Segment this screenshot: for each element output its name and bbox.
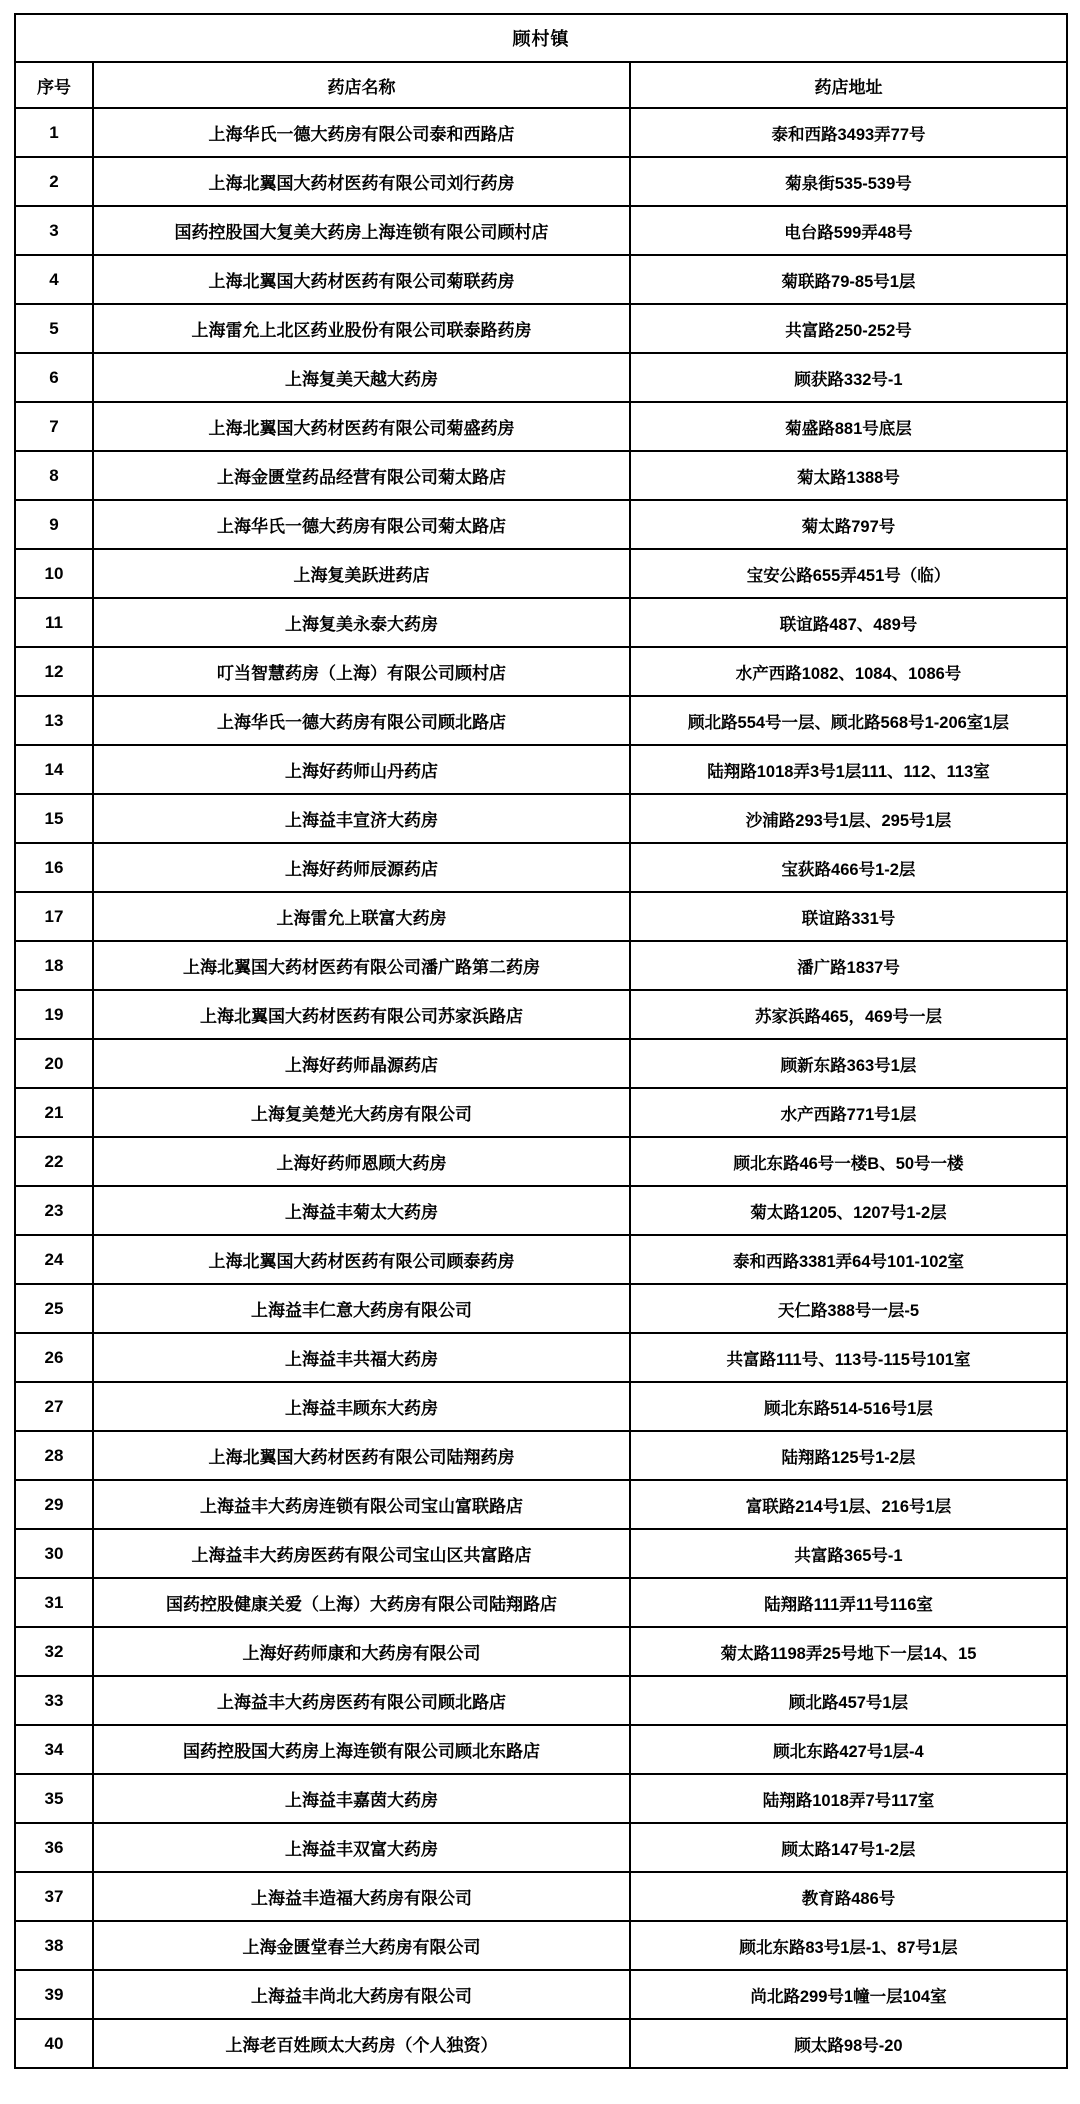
row-index-cell: 7: [15, 402, 93, 451]
row-index-cell: 34: [15, 1725, 93, 1774]
table-row: [15, 1235, 1067, 1284]
table-row: [15, 1872, 1067, 1921]
pharmacy-address-cell: 菊盛路881号底层: [630, 402, 1067, 451]
pharmacy-name-cell: 上海复美楚光大药房有限公司: [93, 1088, 630, 1137]
pharmacy-address-cell: 菊太路1198弄25号地下一层14、15: [630, 1627, 1067, 1676]
pharmacy-address-cell: 宝荻路466号1-2层: [630, 843, 1067, 892]
pharmacy-name-cell: 上海北翼国大药材医药有限公司潘广路第二药房: [93, 941, 630, 990]
pharmacy-name-cell: 上海好药师康和大药房有限公司: [93, 1627, 630, 1676]
row-index-cell: 29: [15, 1480, 93, 1529]
table-row: [15, 304, 1067, 353]
table-row: [15, 843, 1067, 892]
pharmacy-name-cell: 上海金匮堂春兰大药房有限公司: [93, 1921, 630, 1970]
row-index-cell: 26: [15, 1333, 93, 1382]
pharmacy-address-cell: 水产西路771号1层: [630, 1088, 1067, 1137]
row-index-cell: 8: [15, 451, 93, 500]
table-row: [15, 1823, 1067, 1872]
row-index-cell: 36: [15, 1823, 93, 1872]
pharmacy-address-cell: 共富路250-252号: [630, 304, 1067, 353]
table-row: [15, 1137, 1067, 1186]
pharmacy-name-cell: 上海益丰共福大药房: [93, 1333, 630, 1382]
row-index-cell: 11: [15, 598, 93, 647]
pharmacy-address-cell: 共富路111号、113号-115号101室: [630, 1333, 1067, 1382]
pharmacy-address-cell: 顾北东路83号1层-1、87号1层: [630, 1921, 1067, 1970]
pharmacy-address-cell: 顾北东路514-516号1层: [630, 1382, 1067, 1431]
table-row: [15, 402, 1067, 451]
pharmacy-name-cell: 上海益丰尚北大药房有限公司: [93, 1970, 630, 2019]
pharmacy-address-cell: 陆翔路111弄11号116室: [630, 1578, 1067, 1627]
pharmacy-address-cell: 菊太路1205、1207号1-2层: [630, 1186, 1067, 1235]
pharmacy-address-cell: 沙浦路293号1层、295号1层: [630, 794, 1067, 843]
pharmacy-address-cell: 陆翔路1018弄7号117室: [630, 1774, 1067, 1823]
pharmacy-name-cell: 上海金匮堂药品经营有限公司菊太路店: [93, 451, 630, 500]
row-index-cell: 10: [15, 549, 93, 598]
pharmacy-address-cell: 顾获路332号-1: [630, 353, 1067, 402]
pharmacy-address-cell: 联谊路487、489号: [630, 598, 1067, 647]
pharmacy-name-cell: 上海益丰大药房医药有限公司顾北路店: [93, 1676, 630, 1725]
table-title-row: [15, 14, 1067, 62]
row-index-cell: 15: [15, 794, 93, 843]
row-index-cell: 33: [15, 1676, 93, 1725]
table-row: [15, 1284, 1067, 1333]
pharmacy-address-cell: 顾北路554号一层、顾北路568号1-206室1层: [630, 696, 1067, 745]
pharmacy-name-cell: 上海雷允上联富大药房: [93, 892, 630, 941]
row-index-cell: 21: [15, 1088, 93, 1137]
pharmacy-name-cell: 上海华氏一德大药房有限公司泰和西路店: [93, 108, 630, 157]
table-row: [15, 1970, 1067, 2019]
pharmacy-address-cell: 电台路599弄48号: [630, 206, 1067, 255]
table-row: [15, 745, 1067, 794]
row-index-cell: 4: [15, 255, 93, 304]
row-index-cell: 24: [15, 1235, 93, 1284]
pharmacy-name-cell: 上海复美跃进药店: [93, 549, 630, 598]
table-row: [15, 1186, 1067, 1235]
table-row: [15, 794, 1067, 843]
pharmacy-address-cell: 顾新东路363号1层: [630, 1039, 1067, 1088]
pharmacy-name-cell: 上海复美天越大药房: [93, 353, 630, 402]
pharmacy-address-cell: 顾北路457号1层: [630, 1676, 1067, 1725]
pharmacy-name-cell: 上海益丰嘉茵大药房: [93, 1774, 630, 1823]
table-row: [15, 500, 1067, 549]
row-index-cell: 5: [15, 304, 93, 353]
pharmacy-address-cell: 天仁路388号一层-5: [630, 1284, 1067, 1333]
column-header-index: 序号: [15, 62, 93, 108]
row-index-cell: 31: [15, 1578, 93, 1627]
table-row: [15, 990, 1067, 1039]
table-row: [15, 353, 1067, 402]
pharmacy-address-cell: 富联路214号1层、216号1层: [630, 1480, 1067, 1529]
row-index-cell: 17: [15, 892, 93, 941]
row-index-cell: 28: [15, 1431, 93, 1480]
table-row: [15, 108, 1067, 157]
table-row: [15, 451, 1067, 500]
column-header-pharmacy-address: 药店地址: [630, 62, 1067, 108]
pharmacy-address-cell: 泰和西路3381弄64号101-102室: [630, 1235, 1067, 1284]
pharmacy-name-cell: 上海北翼国大药材医药有限公司苏家浜路店: [93, 990, 630, 1039]
table-row: [15, 1431, 1067, 1480]
pharmacy-address-cell: 潘广路1837号: [630, 941, 1067, 990]
table-body: [15, 108, 1067, 2068]
row-index-cell: 18: [15, 941, 93, 990]
table-row: [15, 647, 1067, 696]
pharmacy-address-cell: 联谊路331号: [630, 892, 1067, 941]
pharmacy-name-cell: 国药控股国大药房上海连锁有限公司顾北东路店: [93, 1725, 630, 1774]
row-index-cell: 6: [15, 353, 93, 402]
pharmacy-name-cell: 上海好药师山丹药店: [93, 745, 630, 794]
table-row: [15, 892, 1067, 941]
table-row: [15, 157, 1067, 206]
table-row: [15, 598, 1067, 647]
pharmacy-address-cell: 泰和西路3493弄77号: [630, 108, 1067, 157]
pharmacy-name-cell: 上海益丰大药房医药有限公司宝山区共富路店: [93, 1529, 630, 1578]
pharmacy-address-cell: 水产西路1082、1084、1086号: [630, 647, 1067, 696]
pharmacy-address-cell: 菊联路79-85号1层: [630, 255, 1067, 304]
pharmacy-name-cell: 上海益丰双富大药房: [93, 1823, 630, 1872]
row-index-cell: 19: [15, 990, 93, 1039]
pharmacy-name-cell: 上海北翼国大药材医药有限公司菊联药房: [93, 255, 630, 304]
pharmacy-address-cell: 顾太路98号-20: [630, 2019, 1067, 2068]
row-index-cell: 23: [15, 1186, 93, 1235]
pharmacy-name-cell: 上海华氏一德大药房有限公司菊太路店: [93, 500, 630, 549]
pharmacy-name-cell: 上海益丰仁意大药房有限公司: [93, 1284, 630, 1333]
table-header-row: [15, 62, 1067, 108]
pharmacy-address-cell: 陆翔路1018弄3号1层111、112、113室: [630, 745, 1067, 794]
row-index-cell: 37: [15, 1872, 93, 1921]
table-row: [15, 696, 1067, 745]
pharmacy-name-cell: 国药控股国大复美大药房上海连锁有限公司顾村店: [93, 206, 630, 255]
pharmacy-name-cell: 上海益丰造福大药房有限公司: [93, 1872, 630, 1921]
row-index-cell: 3: [15, 206, 93, 255]
pharmacy-name-cell: 上海益丰大药房连锁有限公司宝山富联路店: [93, 1480, 630, 1529]
pharmacy-name-cell: 上海北翼国大药材医药有限公司菊盛药房: [93, 402, 630, 451]
table-row: [15, 1382, 1067, 1431]
row-index-cell: 40: [15, 2019, 93, 2068]
pharmacy-address-cell: 菊太路1388号: [630, 451, 1067, 500]
pharmacy-address-cell: 顾太路147号1-2层: [630, 1823, 1067, 1872]
row-index-cell: 12: [15, 647, 93, 696]
pharmacy-address-cell: 共富路365号-1: [630, 1529, 1067, 1578]
pharmacy-address-cell: 苏家浜路465，469号一层: [630, 990, 1067, 1039]
row-index-cell: 20: [15, 1039, 93, 1088]
table-row: [15, 1578, 1067, 1627]
pharmacy-address-cell: 顾北东路46号一楼B、50号一楼: [630, 1137, 1067, 1186]
pharmacy-name-cell: 上海益丰菊太大药房: [93, 1186, 630, 1235]
pharmacy-name-cell: 叮当智慧药房（上海）有限公司顾村店: [93, 647, 630, 696]
row-index-cell: 22: [15, 1137, 93, 1186]
row-index-cell: 38: [15, 1921, 93, 1970]
pharmacy-name-cell: 上海好药师晶源药店: [93, 1039, 630, 1088]
column-header-pharmacy-name: 药店名称: [93, 62, 630, 108]
pharmacy-name-cell: 上海好药师辰源药店: [93, 843, 630, 892]
pharmacy-table: [14, 13, 1068, 2069]
pharmacy-name-cell: 上海益丰顾东大药房: [93, 1382, 630, 1431]
pharmacy-name-cell: 上海益丰宣济大药房: [93, 794, 630, 843]
pharmacy-name-cell: 上海北翼国大药材医药有限公司陆翔药房: [93, 1431, 630, 1480]
row-index-cell: 2: [15, 157, 93, 206]
row-index-cell: 16: [15, 843, 93, 892]
pharmacy-name-cell: 上海好药师恩顾大药房: [93, 1137, 630, 1186]
pharmacy-address-cell: 宝安公路655弄451号（临）: [630, 549, 1067, 598]
pharmacy-name-cell: 上海老百姓顾太大药房（个人独资）: [93, 2019, 630, 2068]
row-index-cell: 1: [15, 108, 93, 157]
pharmacy-name-cell: 上海北翼国大药材医药有限公司顾泰药房: [93, 1235, 630, 1284]
table-row: [15, 941, 1067, 990]
pharmacy-name-cell: 国药控股健康关爱（上海）大药房有限公司陆翔路店: [93, 1578, 630, 1627]
row-index-cell: 32: [15, 1627, 93, 1676]
table-row: [15, 1676, 1067, 1725]
pharmacy-name-cell: 上海雷允上北区药业股份有限公司联泰路药房: [93, 304, 630, 353]
row-index-cell: 13: [15, 696, 93, 745]
pharmacy-name-cell: 上海北翼国大药材医药有限公司刘行药房: [93, 157, 630, 206]
row-index-cell: 25: [15, 1284, 93, 1333]
row-index-cell: 35: [15, 1774, 93, 1823]
pharmacy-address-cell: 尚北路299号1幢一层104室: [630, 1970, 1067, 2019]
pharmacy-name-cell: 上海华氏一德大药房有限公司顾北路店: [93, 696, 630, 745]
row-index-cell: 30: [15, 1529, 93, 1578]
table-row: [15, 1529, 1067, 1578]
pharmacy-address-cell: 教育路486号: [630, 1872, 1067, 1921]
table-row: [15, 1774, 1067, 1823]
pharmacy-address-cell: 陆翔路125号1-2层: [630, 1431, 1067, 1480]
table-row: [15, 1088, 1067, 1137]
table-row: [15, 1333, 1067, 1382]
table-row: [15, 2019, 1067, 2068]
row-index-cell: 39: [15, 1970, 93, 2019]
table-row: [15, 255, 1067, 304]
row-index-cell: 27: [15, 1382, 93, 1431]
pharmacy-address-cell: 菊泉街535-539号: [630, 157, 1067, 206]
pharmacy-address-cell: 菊太路797号: [630, 500, 1067, 549]
pharmacy-name-cell: 上海复美永泰大药房: [93, 598, 630, 647]
table-row: [15, 549, 1067, 598]
table-row: [15, 1480, 1067, 1529]
table-row: [15, 1627, 1067, 1676]
pharmacy-address-cell: 顾北东路427号1层-4: [630, 1725, 1067, 1774]
table-row: [15, 1725, 1067, 1774]
table-row: [15, 206, 1067, 255]
region-title: 顾村镇: [15, 14, 1067, 62]
table-row: [15, 1921, 1067, 1970]
row-index-cell: 14: [15, 745, 93, 794]
row-index-cell: 9: [15, 500, 93, 549]
table-row: [15, 1039, 1067, 1088]
